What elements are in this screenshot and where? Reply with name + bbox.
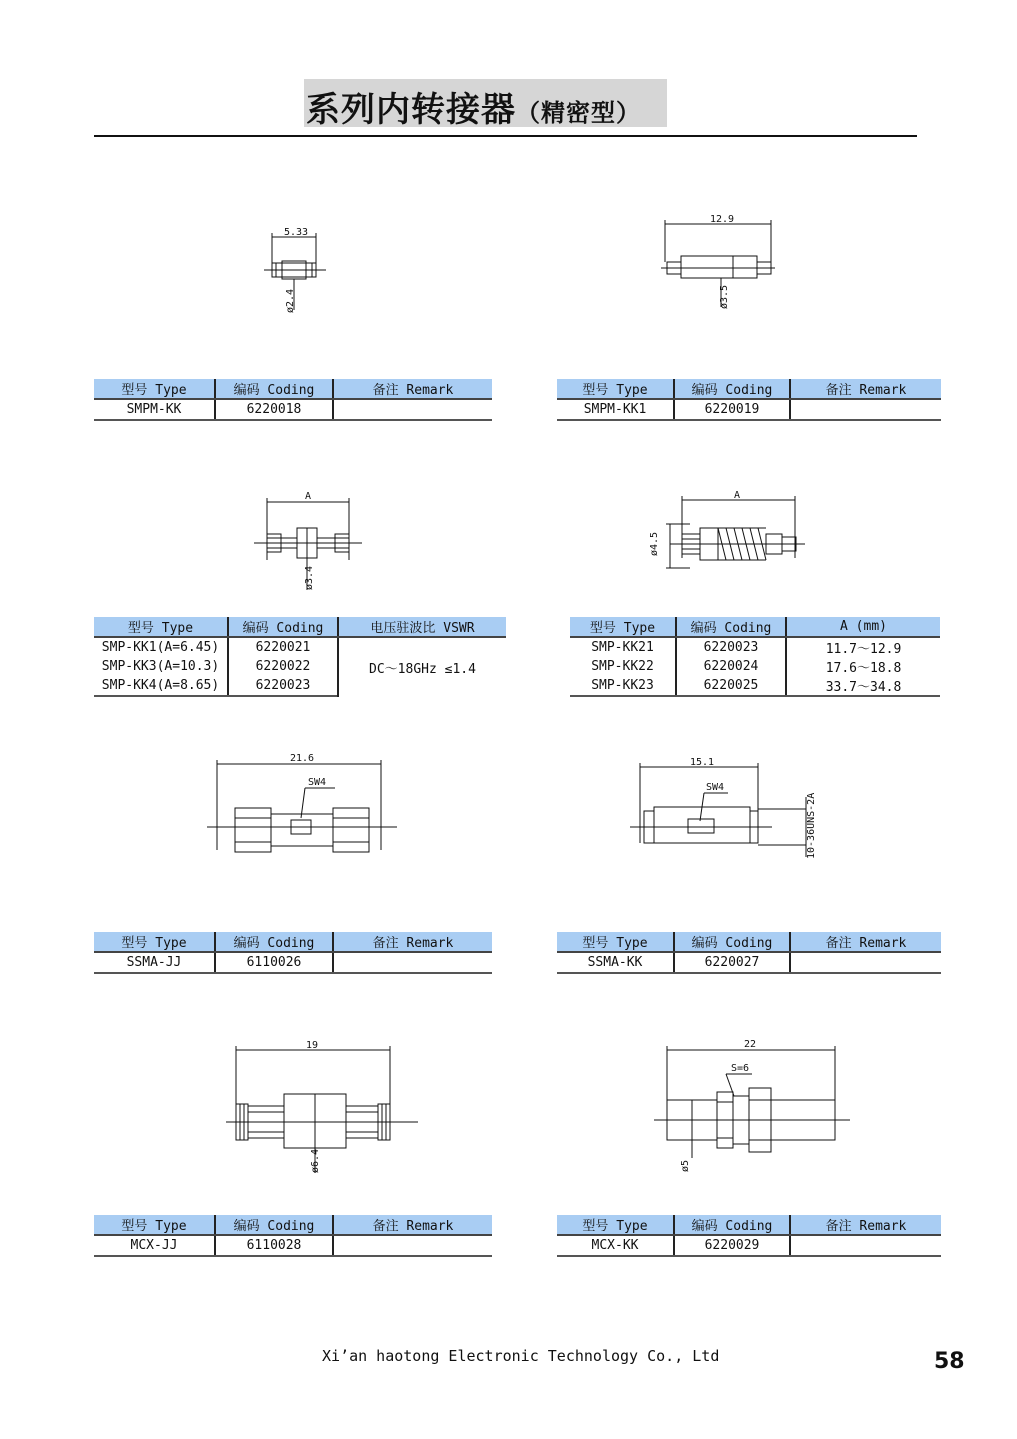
cell-a: 17.6～18.8 bbox=[786, 657, 940, 676]
cell-coding: 6220024 bbox=[676, 657, 786, 676]
header-coding: 编码 Coding bbox=[215, 379, 333, 399]
spec-table-smp-kk bbox=[94, 617, 506, 697]
spec-table-smpm-kk1 bbox=[557, 379, 941, 421]
spec-table-smpm-kk bbox=[94, 379, 492, 421]
cell-type: SMP-KK1(A=6.45) bbox=[101, 640, 220, 655]
cell-remark bbox=[790, 399, 941, 420]
dim-dia: ø3.4 bbox=[304, 565, 315, 590]
table-row bbox=[570, 637, 940, 657]
drawing-smpm-kk bbox=[260, 225, 340, 320]
header-type: 型号 Type bbox=[557, 932, 674, 952]
page-title bbox=[306, 82, 641, 131]
cell-remark bbox=[333, 399, 492, 420]
dim-dia: ø3.5 bbox=[719, 284, 730, 309]
title-main: 系列内转接器 bbox=[306, 90, 516, 130]
cell-remark bbox=[790, 952, 941, 973]
header-remark: 备注 Remark bbox=[333, 1215, 492, 1235]
cell-coding: 6220029 bbox=[674, 1235, 790, 1256]
cell-coding: 6220019 bbox=[674, 399, 790, 420]
drawing-mcx-kk bbox=[652, 1038, 852, 1178]
cell-coding: 6110028 bbox=[215, 1235, 333, 1256]
header-coding: 编码 Coding bbox=[676, 617, 786, 637]
dim-length: A bbox=[734, 490, 741, 501]
header-type: 型号 Type bbox=[94, 1215, 215, 1235]
spec-table-mcx-jj bbox=[94, 1215, 492, 1257]
dim-length: 21.6 bbox=[290, 753, 315, 764]
cell-coding: 6220023 bbox=[676, 637, 786, 657]
dim-s: S=6 bbox=[731, 1063, 750, 1074]
cell-coding: 6220025 bbox=[676, 676, 786, 696]
table-row bbox=[557, 952, 941, 973]
cell-coding: 6220022 bbox=[228, 657, 338, 676]
drawing-smp-kk bbox=[250, 490, 370, 595]
cell-coding: 6110026 bbox=[215, 952, 333, 973]
cell-type: SSMA-JJ bbox=[94, 952, 215, 973]
header-remark: 备注 Remark bbox=[333, 932, 492, 952]
header-a-mm: A (mm) bbox=[786, 617, 940, 637]
table-row bbox=[94, 952, 492, 973]
dim-dia: ø6.4 bbox=[310, 1148, 321, 1173]
header-type: 型号 Type bbox=[570, 617, 676, 637]
header-remark: 备注 Remark bbox=[790, 379, 941, 399]
header-remark: 备注 Remark bbox=[790, 932, 941, 952]
dim-length: 22 bbox=[744, 1039, 757, 1050]
dim-length: 5.33 bbox=[284, 227, 309, 238]
spec-table-ssma-jj bbox=[94, 932, 492, 974]
header-coding: 编码 Coding bbox=[674, 932, 790, 952]
cell-coding: 6220021 bbox=[228, 637, 338, 657]
dim-dia: ø4.5 bbox=[649, 531, 660, 556]
cell-remark bbox=[333, 1235, 492, 1256]
header-coding: 编码 Coding bbox=[674, 1215, 790, 1235]
drawing-smpm-kk1 bbox=[655, 212, 785, 312]
drawing-smp-kk2x bbox=[640, 488, 810, 578]
title-sub: （精密型） bbox=[516, 99, 641, 127]
cell-type: SSMA-KK bbox=[557, 952, 674, 973]
dim-length: 15.1 bbox=[690, 757, 715, 768]
cell-type: SMP-KK3(A=10.3) bbox=[101, 659, 220, 674]
dim-dia: ø2.4 bbox=[285, 288, 296, 313]
drawing-ssma-kk bbox=[630, 757, 820, 867]
cell-type: MCX-KK bbox=[557, 1235, 674, 1256]
table-row bbox=[570, 676, 940, 696]
cell-type: SMP-KK4(A=8.65) bbox=[94, 676, 228, 696]
spec-table-smp-kk2x bbox=[570, 617, 940, 697]
cell-type: SMP-KK22 bbox=[591, 659, 654, 674]
table-row bbox=[94, 637, 506, 657]
header-type: 型号 Type bbox=[557, 1215, 674, 1235]
dim-sw: SW4 bbox=[706, 782, 725, 793]
header-remark: 备注 Remark bbox=[333, 379, 492, 399]
table-row bbox=[570, 657, 940, 676]
dim-dia: ø5 bbox=[680, 1159, 691, 1172]
cell-vswr: DC～18GHz ≤1.4 bbox=[338, 637, 506, 696]
drawing-ssma-jj bbox=[205, 752, 405, 862]
dim-length: 12.9 bbox=[710, 214, 735, 225]
cell-type: SMPM-KK1 bbox=[557, 399, 674, 420]
dim-length: 19 bbox=[306, 1040, 319, 1051]
header-coding: 编码 Coding bbox=[215, 932, 333, 952]
table-row bbox=[557, 399, 941, 420]
drawing-mcx-jj bbox=[222, 1040, 422, 1175]
cell-coding: 6220027 bbox=[674, 952, 790, 973]
cell-type: MCX-JJ bbox=[94, 1235, 215, 1256]
dim-thread: 10-36UNS-2A bbox=[806, 792, 817, 859]
spec-table-mcx-kk bbox=[557, 1215, 941, 1257]
cell-remark bbox=[790, 1235, 941, 1256]
dim-length: A bbox=[305, 491, 312, 502]
header-coding: 编码 Coding bbox=[228, 617, 338, 637]
table-row bbox=[94, 1235, 492, 1256]
header-type: 型号 Type bbox=[94, 379, 215, 399]
cell-type: SMP-KK23 bbox=[570, 676, 676, 696]
header-type: 型号 Type bbox=[94, 617, 228, 637]
header-coding: 编码 Coding bbox=[674, 379, 790, 399]
table-row bbox=[94, 399, 492, 420]
header-coding: 编码 Coding bbox=[215, 1215, 333, 1235]
title-rule bbox=[94, 135, 917, 137]
spec-table-ssma-kk bbox=[557, 932, 941, 974]
cell-type: SMPM-KK bbox=[94, 399, 215, 420]
header-vswr: 电压驻波比 VSWR bbox=[338, 617, 506, 637]
cell-a: 33.7～34.8 bbox=[786, 676, 940, 696]
page-number: 58 bbox=[934, 1349, 965, 1374]
cell-coding: 6220023 bbox=[228, 676, 338, 696]
header-remark: 备注 Remark bbox=[790, 1215, 941, 1235]
table-row bbox=[557, 1235, 941, 1256]
cell-remark bbox=[333, 952, 492, 973]
header-type: 型号 Type bbox=[94, 932, 215, 952]
dim-sw: SW4 bbox=[308, 777, 327, 788]
footer-company: Xi’an haotong Electronic Technology Co., Ltd bbox=[322, 1347, 720, 1365]
cell-coding: 6220018 bbox=[215, 399, 333, 420]
cell-type: SMP-KK21 bbox=[591, 640, 654, 655]
cell-a: 11.7～12.9 bbox=[786, 637, 940, 657]
header-type: 型号 Type bbox=[557, 379, 674, 399]
